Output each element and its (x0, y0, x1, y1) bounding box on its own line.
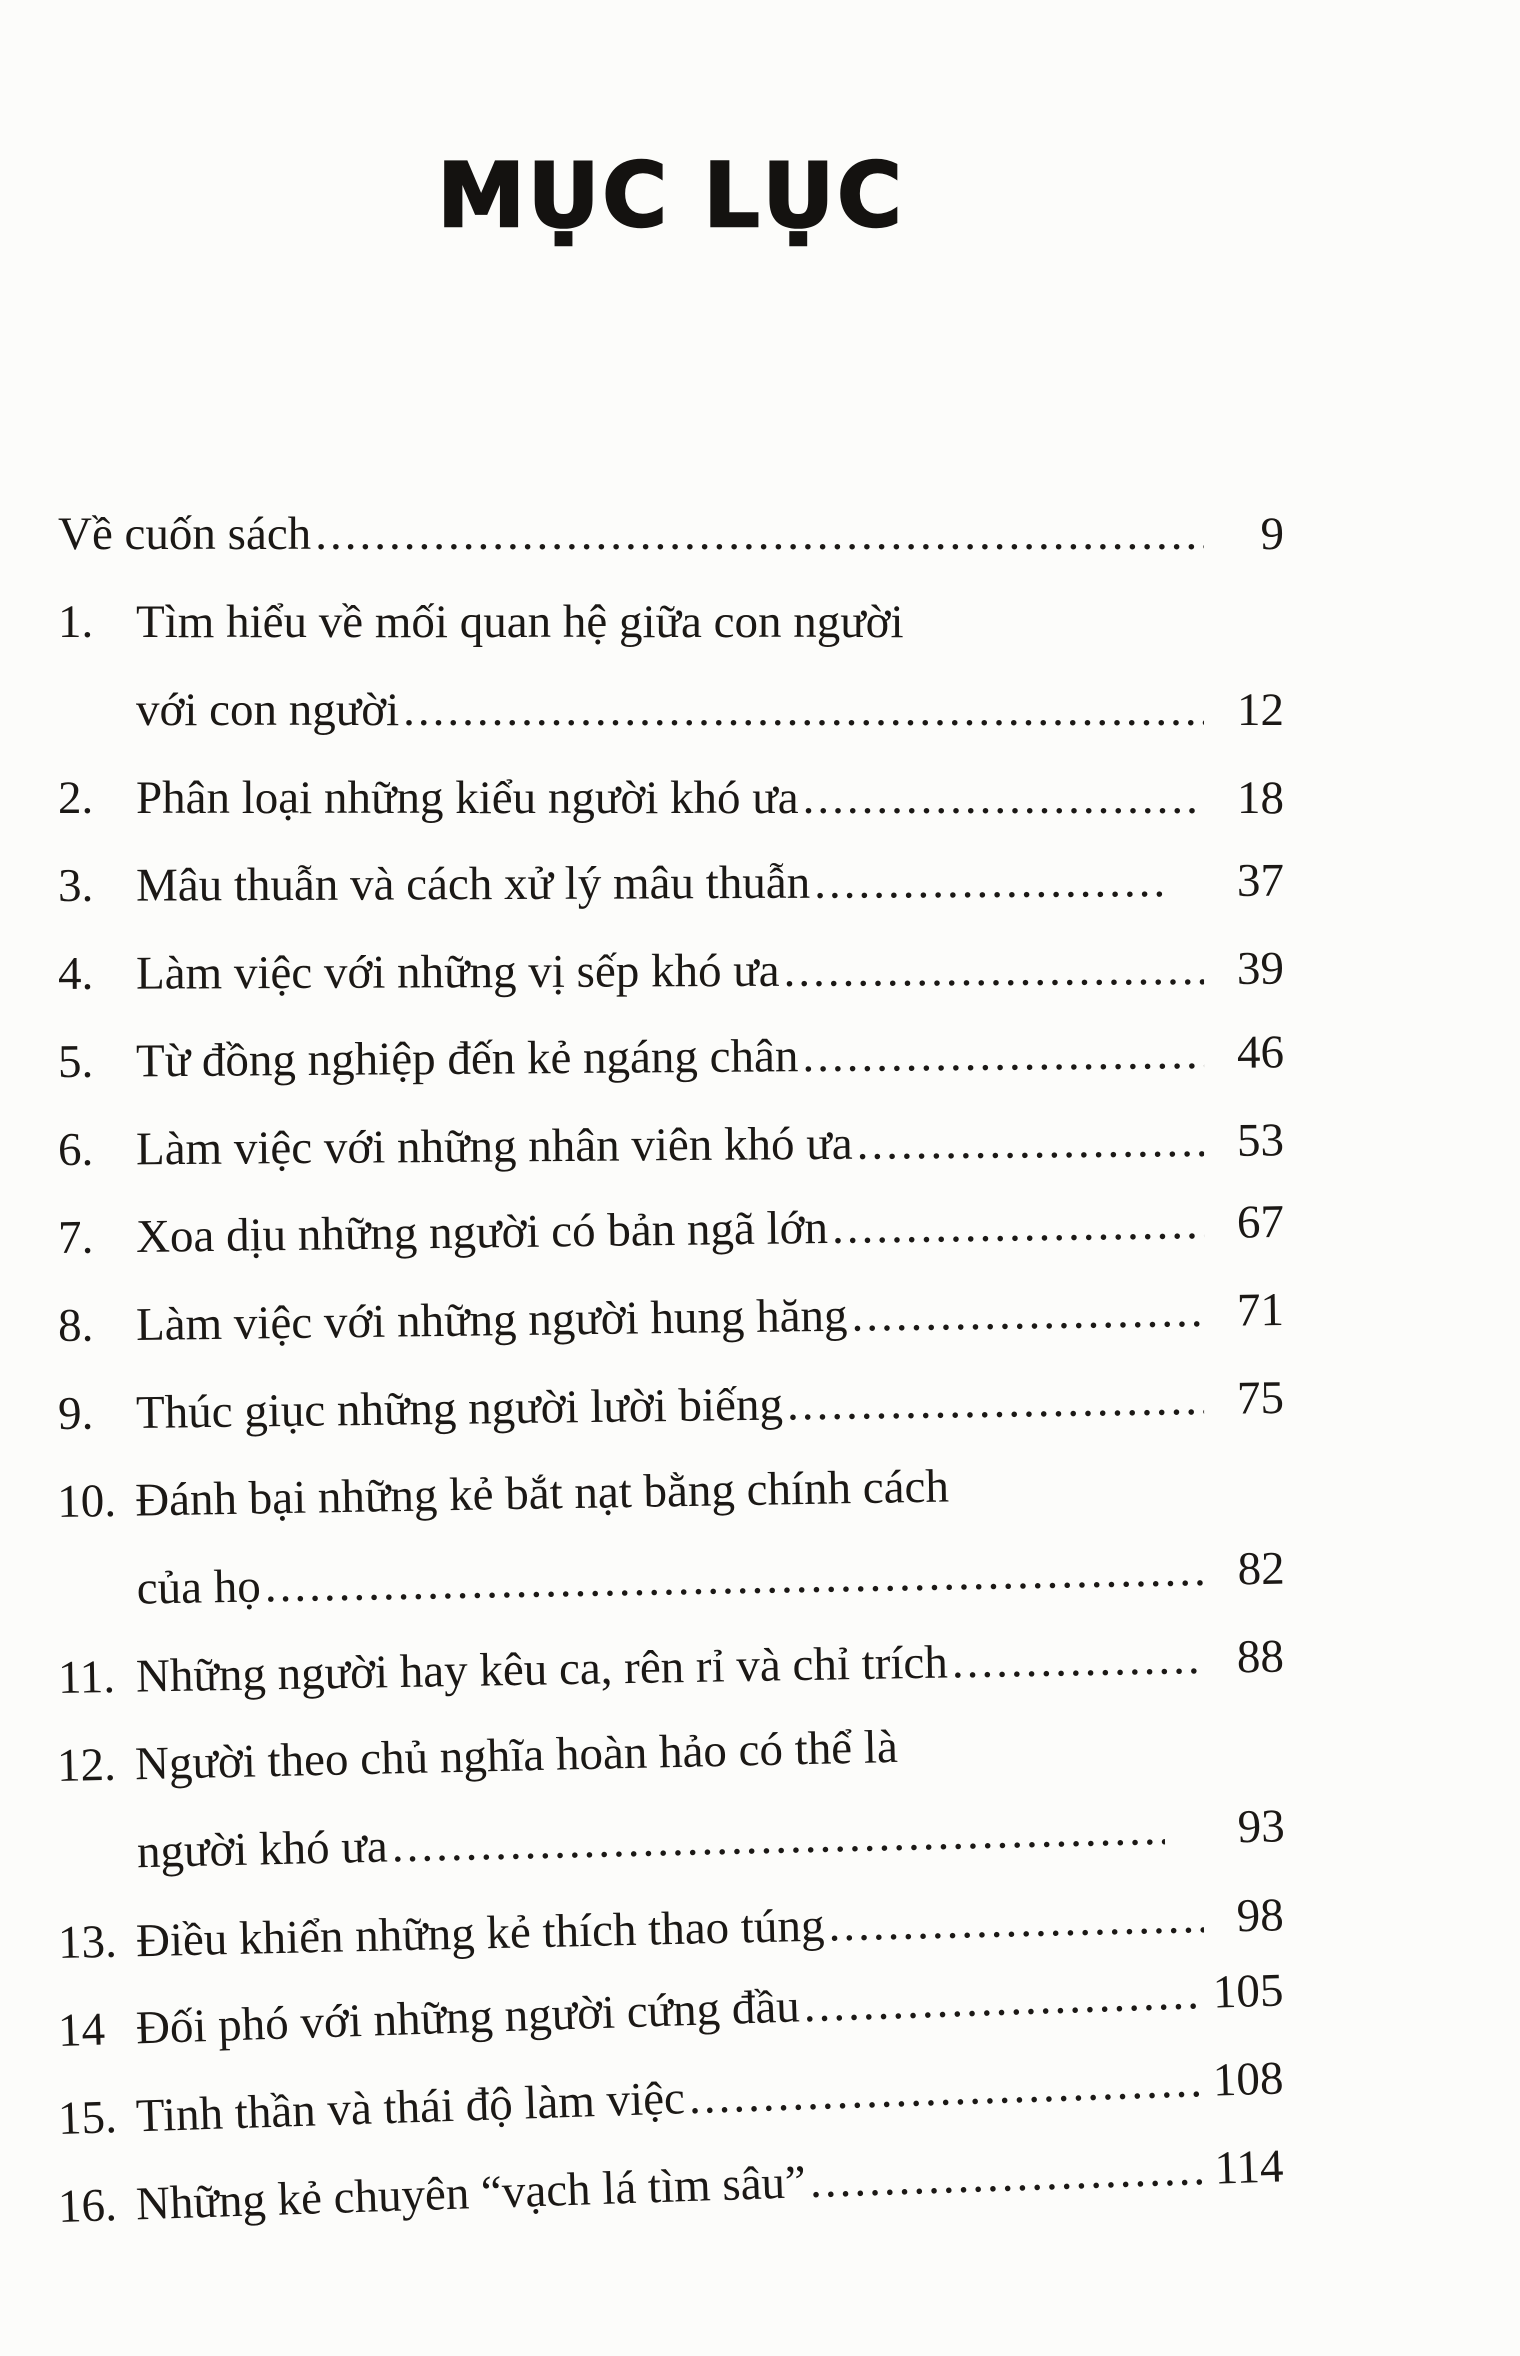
dotted-leader (787, 1372, 1205, 1432)
toc-entry-title: Từ đồng nghiệp đến kẻ ngáng chân (135, 1030, 799, 1088)
toc-entry-title: Làm việc với những người hung hăng (135, 1289, 848, 1352)
toc-entry-number: 6. (57, 1123, 94, 1177)
toc-entry-title: Mâu thuẫn và cách xử lý mâu thuẫn (135, 856, 811, 912)
dotted-leader (828, 1890, 1205, 1953)
toc-row (57, 1888, 1284, 1970)
toc-row (58, 1195, 1285, 1265)
toc-entry-number: 5. (57, 1035, 94, 1089)
toc-entry (58, 942, 1284, 1001)
toc-entry-title: Xoa dịu những người có bản ngã lớn (135, 1202, 829, 1264)
toc-entry-title: Những kẻ chuyên “vạch lá tìm sâu” (135, 2155, 807, 2231)
toc-row (58, 1371, 1285, 1441)
indent-spacer (59, 1868, 137, 1870)
dotted-leader (802, 1026, 1204, 1083)
toc-entry-page: 82 (1237, 1542, 1286, 1596)
toc-row (58, 595, 1284, 649)
toc-entry-title: Làm việc với những vị sếp khó ưa (135, 944, 780, 1000)
toc-entry-page: 114 (1213, 2140, 1285, 2195)
toc-entry-title: Đối phó với những người cứng đầu (135, 1980, 801, 2054)
toc-entry-title: Thúc giục những người lười biếng (135, 1378, 784, 1440)
toc-entry (57, 1454, 1285, 1617)
toc-entry (58, 1113, 1284, 1177)
toc-entry-page: 37 (1236, 854, 1285, 907)
toc-entry-title: Những người hay kêu ca, rên rỉ và chỉ trích (135, 1636, 949, 1704)
toc-entry-page: 53 (1236, 1114, 1285, 1167)
dotted-leader (803, 771, 1204, 825)
toc-entry-title-continuation: người khó ưa (136, 1821, 389, 1879)
dotted-leader (851, 1284, 1204, 1343)
dotted-leader (803, 1966, 1205, 2033)
toc-entry (58, 771, 1284, 825)
toc-entry-page: 18 (1237, 771, 1284, 824)
toc-entry-page: 9 (1260, 507, 1284, 560)
toc-entry-number: 14 (57, 2003, 106, 2057)
toc-entry (57, 1963, 1284, 2058)
toc-row (57, 2139, 1284, 2234)
toc-entry (58, 1195, 1285, 1265)
dotted-leader (951, 1631, 1204, 1689)
dotted-leader (315, 507, 1204, 561)
toc-entry-title: Làm việc với những nhân viên khó ưa (135, 1117, 853, 1176)
toc-entry (58, 854, 1284, 913)
toc-entry-title: Phân loại những kiểu người khó ưa (136, 771, 799, 824)
table-of-contents (58, 507, 1284, 2234)
toc-row-continuation (58, 1800, 1285, 1882)
toc-entry-page: 46 (1236, 1026, 1285, 1079)
toc-row (58, 1025, 1284, 1089)
toc-row-continuation (58, 1542, 1285, 1617)
toc-entry-page: 108 (1212, 2052, 1285, 2107)
dotted-leader (264, 1543, 1205, 1613)
toc-entry-page: 105 (1212, 1963, 1285, 2019)
toc-entry-number: 12. (56, 1739, 117, 1793)
dotted-leader (832, 1196, 1205, 1255)
toc-entry-page: 39 (1236, 942, 1285, 995)
toc-entry-number: 11. (57, 1651, 116, 1705)
toc-row (57, 2051, 1284, 2146)
toc-entry (57, 2051, 1284, 2146)
toc-entry-number: 13. (57, 1915, 118, 1969)
toc-entry-title: Tinh thần và thái độ làm việc (135, 2071, 686, 2143)
toc-entry-title: Người theo chủ nghĩa hoàn hảo có thể là (134, 1721, 899, 1791)
toc-row (57, 1454, 1284, 1529)
toc-entry-number: 1. (58, 595, 94, 648)
toc-entry (58, 595, 1284, 737)
toc-entry-number: 16. (57, 2178, 118, 2233)
toc-entry-page: 93 (1237, 1800, 1286, 1854)
toc-entry-page: 98 (1236, 1888, 1285, 1942)
toc-entry (58, 1283, 1285, 1353)
toc-entry-page: 67 (1236, 1196, 1285, 1249)
toc-row (58, 1113, 1284, 1177)
toc-entry-title: Về cuốn sách (58, 507, 312, 560)
toc-entry-number: 2. (58, 771, 94, 824)
toc-entry-number: 8. (57, 1299, 94, 1353)
toc-entry-number: 10. (56, 1475, 117, 1529)
toc-entry-title: Tìm hiểu về mối quan hệ giữa con người (136, 595, 904, 648)
toc-entry-number: 7. (57, 1211, 94, 1265)
toc-entry (56, 1712, 1285, 1882)
toc-intro-entry (58, 507, 1284, 561)
dotted-leader (809, 2142, 1204, 2209)
dotted-leader (403, 683, 1204, 737)
toc-row (58, 507, 1284, 561)
toc-entry-page: 12 (1237, 683, 1284, 736)
toc-row (58, 1630, 1285, 1705)
toc-entry-title-continuation: của họ (136, 1560, 262, 1615)
toc-entry-page: 88 (1236, 1631, 1285, 1684)
toc-entry-number: 4. (57, 947, 94, 1001)
toc-entry-number: 3. (57, 859, 94, 912)
toc-row-continuation (58, 683, 1284, 737)
toc-entry-page: 75 (1236, 1372, 1285, 1425)
toc-entry (58, 1630, 1285, 1705)
toc-entry-title: Đánh bại những kẻ bắt nạt bằng chính cách (134, 1460, 950, 1527)
toc-row (58, 942, 1284, 1001)
dotted-leader (814, 854, 1164, 910)
toc-entry-number: 15. (57, 2090, 118, 2145)
toc-entry (57, 1888, 1284, 1970)
toc-row (58, 1283, 1285, 1353)
toc-entry-number: 9. (57, 1387, 94, 1441)
page-title: MỤC LỤC (437, 144, 905, 247)
toc-entry (58, 1025, 1284, 1089)
toc-row (56, 1712, 1283, 1794)
indent-spacer (59, 1604, 137, 1605)
toc-row (57, 1963, 1284, 2058)
toc-row (58, 771, 1284, 825)
dotted-leader (391, 1802, 1165, 1874)
toc-entry-title: Điều khiển những kẻ thích thao túng (135, 1899, 825, 1967)
toc-entry-page: 71 (1236, 1284, 1285, 1337)
dotted-leader (688, 2054, 1204, 2125)
toc-entry-title-continuation: với con người (136, 683, 400, 736)
toc-entry (58, 1371, 1285, 1441)
dotted-leader (856, 1114, 1204, 1171)
dotted-leader (783, 942, 1204, 998)
toc-row (58, 854, 1284, 913)
toc-entry (57, 2139, 1284, 2234)
